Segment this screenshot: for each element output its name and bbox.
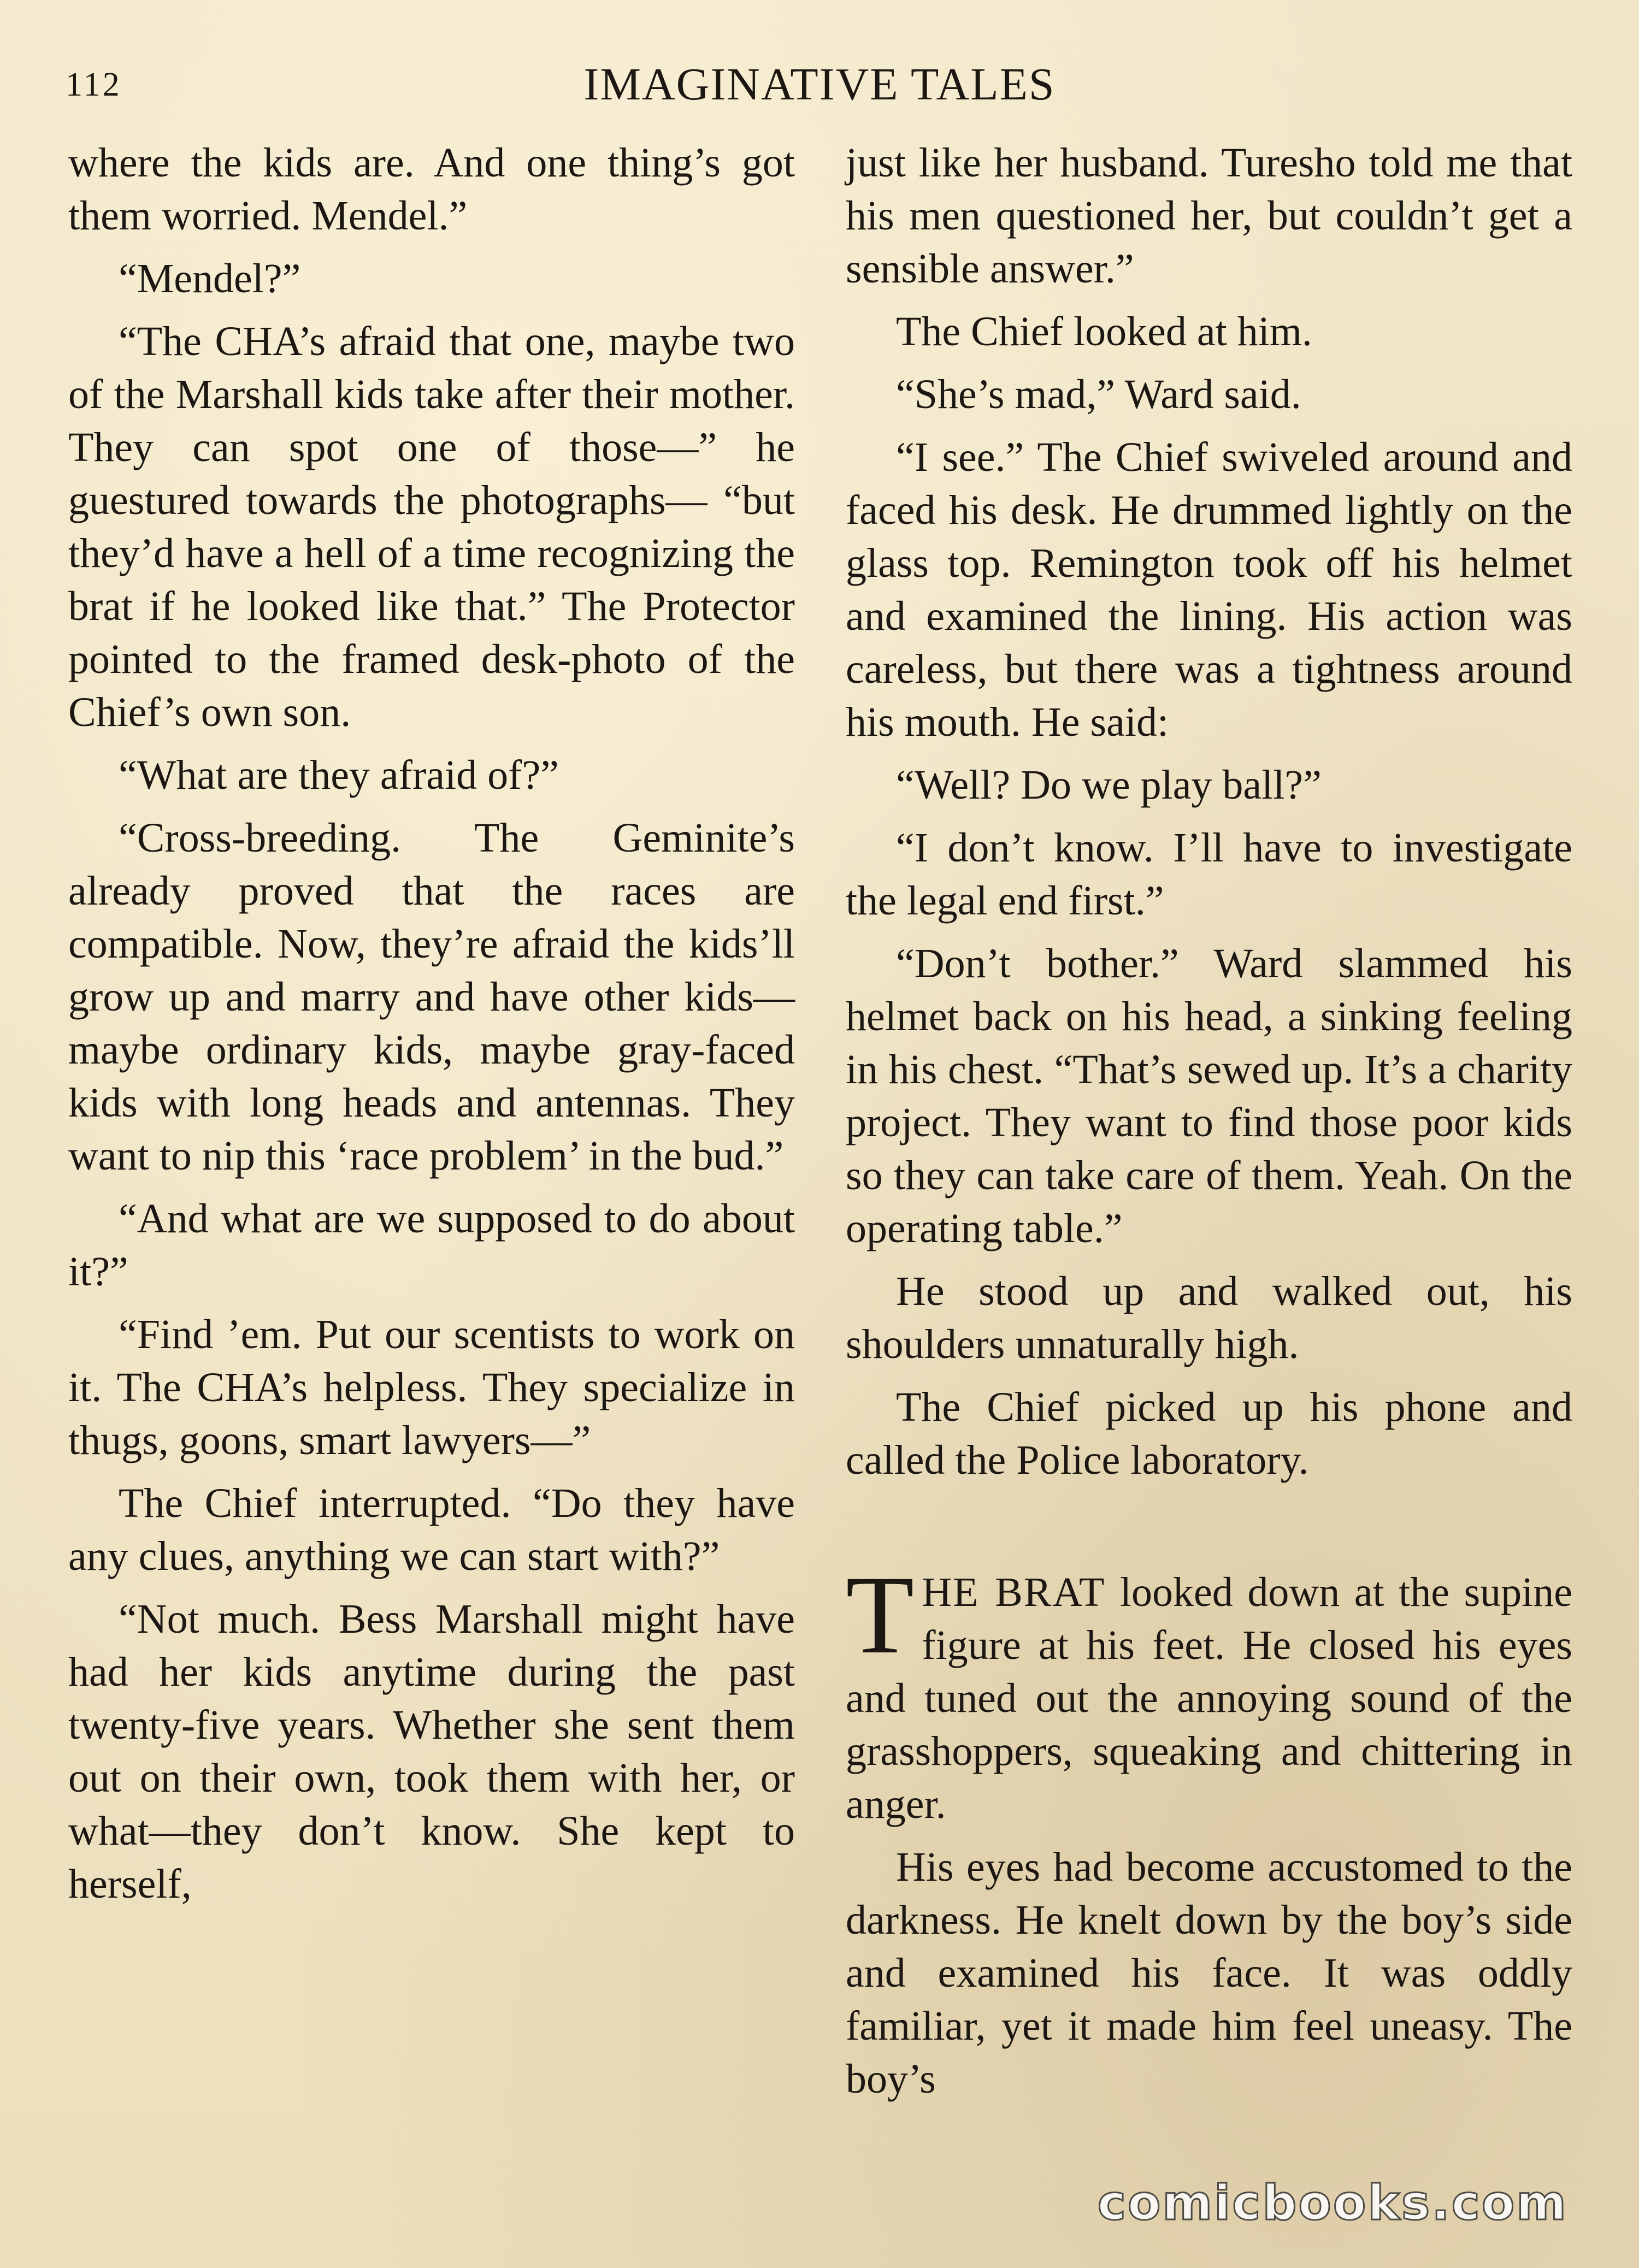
watermark-logo: comicbooks.com — [1097, 2175, 1568, 2231]
paragraph: “She’s mad,” Ward said. — [896, 371, 1301, 417]
page-number: 112 — [66, 66, 122, 103]
section-opening-text: looked down at the supine figure at his feet. He closed his eyes and tuned out the annoying sound of the grasshoppers, squeaking and chittering in anger. — [846, 1569, 1572, 1827]
drop-cap: T — [846, 1553, 915, 1677]
paragraph: “The CHA’s afraid that one, maybe two of the Marshall kids take after their mother. They can spot one of those—” he guestured towards the photographs— “but they’d have a hell of a time recognizing the brat if he looked like that.” The Protector pointed to the framed desk-photo of the Chief’s own son. — [68, 318, 795, 735]
paragraph: “I don’t know. I’ll have to investigate the legal end first.” — [846, 825, 1572, 924]
right-column — [846, 137, 1572, 2116]
section-opening-caps: HE BRAT — [922, 1569, 1106, 1615]
paragraph: “Not much. Bess Marshall might have had her kids anytime during the past twenty-five years. Whether she sent them out on their own, took them with her, or what—they don’t know. She kept to herself, — [68, 1596, 795, 1907]
paragraph: “Cross-breeding. The Geminite’s already proved that the races are compatible. Now, they’re afraid the kids’ll grow up and marry and have other kids—maybe ordinary kids, maybe gray-faced kids with long heads and antennas. They want to nip this ‘race problem’ in the bud.” — [68, 815, 795, 1179]
paragraph: “What are they afraid of?” — [119, 752, 559, 798]
paragraph: The Chief picked up his phone and called the Police laboratory. — [846, 1384, 1572, 1483]
paragraph: His eyes had become accustomed to the darkness. He knelt down by the boy’s side and examined his face. It was oddly familiar, yet it made him feel uneasy. The boy’s — [846, 1844, 1572, 2102]
paragraph: The Chief interrupted. “Do they have any clues, anything we can start with?” — [68, 1480, 795, 1579]
section-opening-paragraph — [846, 1553, 1572, 1831]
paragraph: “Find ’em. Put our scentists to work on it. The CHA’s helpless. They specialize in thugs, goons, smart lawyers—” — [68, 1312, 795, 1463]
running-title: IMAGINATIVE TALES — [583, 59, 1056, 110]
paragraph: “Well? Do we play ball?” — [896, 762, 1322, 808]
paragraph: “And what are we supposed to do about it?” — [68, 1196, 795, 1295]
paragraph: where the kids are. And one thing’s got them worried. Mendel.” — [68, 140, 795, 239]
paragraph: just like her husband. Turesho told me that his men questioned her, but couldn’t get a sensible answer.” — [846, 140, 1572, 292]
paragraph: “I see.” The Chief swiveled around and faced his desk. He drummed lightly on the glass top. Remington took off his helmet and examined the lining. His action was careless, but there was a tightness around his mouth. He said: — [846, 434, 1572, 745]
left-column — [68, 137, 795, 1921]
paragraph: The Chief looked at him. — [896, 309, 1312, 355]
paragraph: He stood up and walked out, his shoulders unnaturally high. — [846, 1268, 1572, 1367]
paragraph: “Don’t bother.” Ward slammed his helmet back on his head, a sinking feeling in his chest. “That’s sewed up. It’s a charity project. They want to find those poor kids so they can take care of them. Yeah. On the operating table.” — [846, 941, 1572, 1251]
page-header — [66, 57, 1573, 112]
paragraph: “Mendel?” — [119, 256, 301, 302]
